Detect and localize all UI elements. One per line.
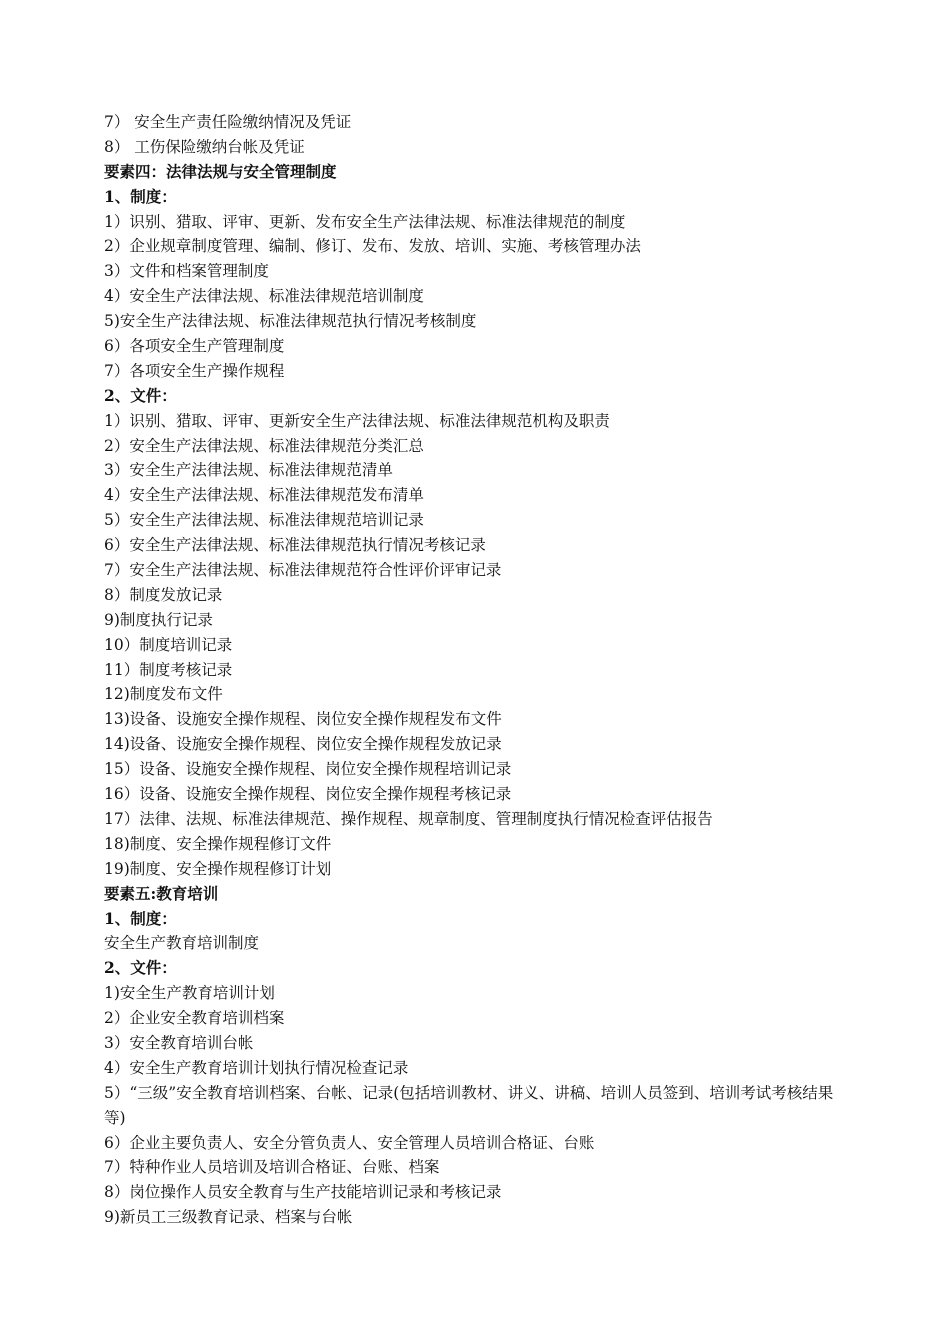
text-line: 6）安全生产法律法规、标准法律规范执行情况考核记录	[104, 536, 486, 555]
text-line: 9)制度执行记录	[104, 610, 213, 629]
text-line: 1）识别、猎取、评审、更新安全生产法律法规、标准法律规范机构及职责	[104, 411, 610, 430]
text-line: 18)制度、安全操作规程修订文件	[104, 834, 332, 853]
section-heading: 要素五:教育培训	[104, 883, 219, 903]
document-page	[104, 110, 854, 1230]
text-line: 4）安全生产法律法规、标准法律规范培训制度	[104, 287, 424, 306]
text-line: 17）法律、法规、标准法律规范、操作规程、规章制度、管理制度执行情况检查评估报告	[104, 809, 713, 828]
text-line: 7）各项安全生产操作规程	[104, 361, 285, 380]
text-line: 安全生产教育培训制度	[104, 934, 260, 953]
text-line: 8）制度发放记录	[104, 585, 223, 604]
section-heading: 2、文件：	[104, 958, 177, 978]
text-line: 7） 安全生产责任险缴纳情况及凭证	[104, 113, 352, 131]
text-line: 7）特种作业人员培训及培训合格证、台账、档案	[104, 1158, 440, 1177]
text-line: 12)制度发布文件	[104, 685, 223, 704]
text-line: 4）安全生产教育培训计划执行情况检查记录	[104, 1058, 409, 1077]
text-line: 1)安全生产教育培训计划	[104, 984, 275, 1003]
section-heading: 1、制度：	[104, 908, 177, 928]
text-line: 10）制度培训记录	[104, 635, 233, 654]
text-line: 6）企业主要负责人、安全分管负责人、安全管理人员培训合格证、台账	[104, 1133, 595, 1152]
section-heading: 2、文件：	[104, 385, 177, 405]
text-line: 5)安全生产法律法规、标准法律规范执行情况考核制度	[104, 312, 477, 331]
text-line: 3）安全教育培训台帐	[104, 1033, 254, 1052]
text-line: 14)设备、设施安全操作规程、岗位安全操作规程发放记录	[104, 735, 502, 754]
text-line: 4）安全生产法律法规、标准法律规范发布清单	[104, 486, 424, 505]
text-line: 2）安全生产法律法规、标准法律规范分类汇总	[104, 436, 424, 455]
text-line: 11）制度考核记录	[104, 660, 233, 679]
text-line: 8）岗位操作人员安全教育与生产技能培训记录和考核记录	[104, 1183, 502, 1202]
text-line: 13)设备、设施安全操作规程、岗位安全操作规程发布文件	[104, 710, 502, 729]
text-line: 19)制度、安全操作规程修订计划	[104, 859, 332, 878]
text-line: 6）各项安全生产管理制度	[104, 337, 285, 356]
text-line: 7）安全生产法律法规、标准法律规范符合性评价评审记录	[104, 561, 502, 580]
text-line: 8） 工伤保险缴纳台帐及凭证	[104, 137, 305, 156]
text-line: 16）设备、设施安全操作规程、岗位安全操作规程考核记录	[104, 785, 512, 804]
text-line: 3）安全生产法律法规、标准法律规范清单	[104, 461, 393, 480]
text-line: 5）“三级”安全教育培训档案、台帐、记录(包括培训教材、讲义、讲稿、培训人员签到、培训考试考核结果等)	[104, 1083, 834, 1127]
text-line: 1）识别、猎取、评审、更新、发布安全生产法律法规、标准法律规范的制度	[104, 212, 626, 231]
text-line: 15）设备、设施安全操作规程、岗位安全操作规程培训记录	[104, 760, 512, 779]
text-line: 5）安全生产法律法规、标准法律规范培训记录	[104, 511, 424, 530]
section-heading: 要素四：法律法规与安全管理制度	[104, 161, 337, 181]
section-heading: 1、制度：	[104, 186, 177, 206]
text-line: 2）企业规章制度管理、编制、修订、发布、发放、培训、实施、考核管理办法	[104, 237, 641, 256]
text-line: 2）企业安全教育培训档案	[104, 1009, 285, 1028]
text-line: 9)新员工三级教育记录、档案与台帐	[104, 1208, 353, 1227]
text-line: 3）文件和档案管理制度	[104, 262, 269, 281]
